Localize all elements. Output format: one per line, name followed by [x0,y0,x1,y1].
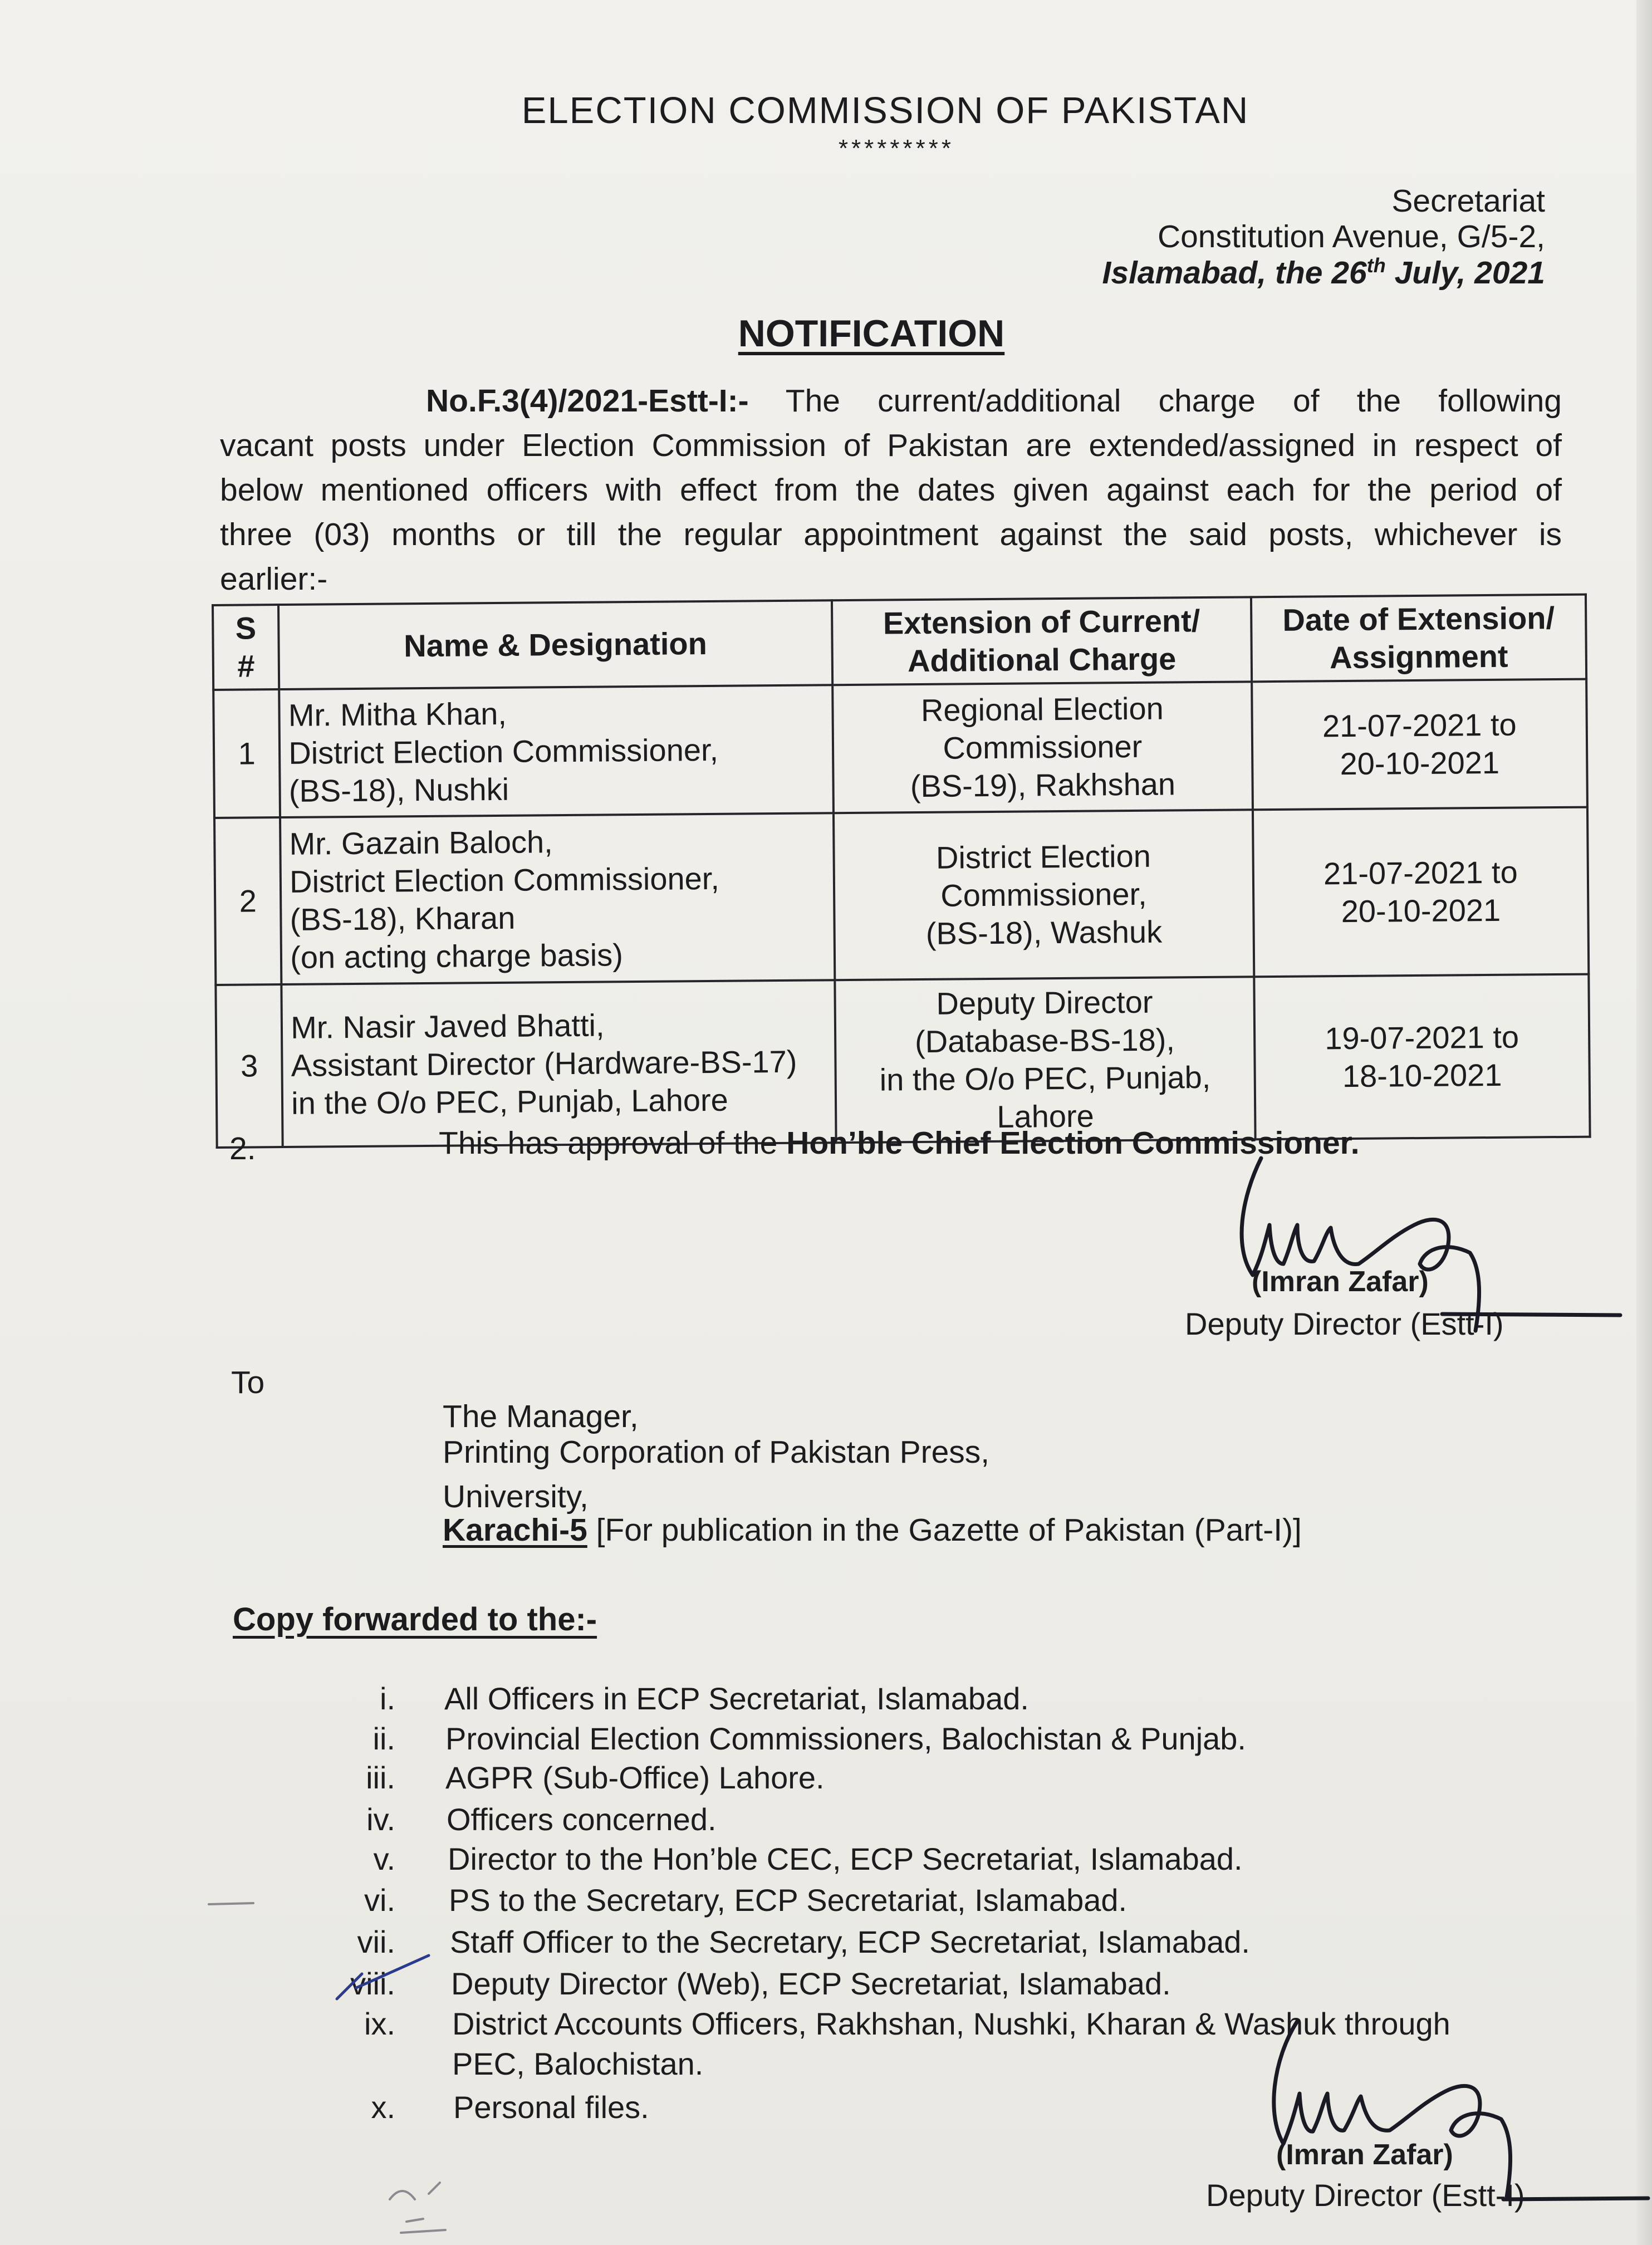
intro-line-2: vacant posts under Election Commission of Pakistan are extended/assigned in respect of [220,428,1562,463]
approval-number: 2. [229,1131,256,1166]
intro-line-5: earlier:- [220,561,328,597]
recipient-line-3: University, [443,1479,589,1514]
copy-forwarded-heading: Copy forwarded to the:- [233,1601,597,1638]
row-extension: Regional Election Commissioner (BS-19), Rakhshan [832,682,1253,813]
intro-line-3: below mentioned officers with effect from the dates given against each for the period of [220,472,1562,508]
recipient-line-4: Karachi-5 [For publication in the Gazette of Pakistan (Part-I)] [443,1512,1302,1548]
header-date: Date of Extension/ Assignment [1251,595,1586,682]
row-date: 21-07-2021 to 20-10-2021 [1252,679,1587,810]
signature-1-name: (Imran Zafar) [1252,1266,1429,1298]
organization-heading: ELECTION COMMISSION OF PAKISTAN [521,90,1249,131]
signature-2-mark [1274,2021,1511,2197]
signature-2-name: (Imran Zafar) [1276,2139,1453,2171]
row-name: Mr. Gazain Baloch, District Election Commissioner, (BS-18), Kharan (on acting charge basis) [280,813,835,984]
notification-date: Islamabad, the 26th July, 2021 [1102,254,1545,291]
row-date: 19-07-2021 to 18-10-2021 [1254,974,1590,1140]
address-line-2: Constitution Avenue, G/5-2, [1157,219,1545,254]
approval-text: This has approval of the Hon’ble Chief Election Commissioner. [439,1125,1360,1161]
tick-mark [337,1955,429,1999]
row-date: 21-07-2021 to 20-10-2021 [1253,807,1589,977]
signature-1-mark [1242,1158,1479,1331]
row-name: Mr. Nasir Javed Bhatti, Assistant Director (Hardware-BS-17) in the O/o PEC, Punjab, Lahore [282,980,836,1147]
row-extension: Deputy Director (Database-BS-18), in the O/o PEC, Punjab, Lahore [835,977,1256,1143]
signature-2-title: Deputy Director (Estt-I) [1206,2178,1525,2213]
signature-2-strike [1503,2198,1648,2199]
recipient-city: Karachi-5 [443,1512,587,1548]
intro-line-4: three (03) months or till the regular appointment against the said posts, whichever is [220,517,1562,552]
heading-stars: ********* [838,135,955,162]
faint-initials [390,2183,445,2233]
header-extension: Extension of Current/ Additional Charge [832,597,1252,685]
intro-line-1: No.F.3(4)/2021-Estt-I:- The current/additional charge of the following [426,383,1562,419]
address-line-1: Secretariat [1391,183,1545,219]
recipient-line-2: Printing Corporation of Pakistan Press, [443,1434,990,1470]
row-sn: 1 [213,689,280,818]
row-sn: 3 [215,984,283,1148]
signature-1-title: Deputy Director (Estt-I) [1185,1306,1504,1341]
signature-1-strike [1442,1314,1620,1315]
approval-authority: Hon’ble Chief Election Commissioner. [786,1125,1360,1161]
to-label: To [231,1365,265,1400]
reference-number: No.F.3(4)/2021-Estt-I:- [426,383,749,419]
recipient-line-1: The Manager, [443,1399,639,1434]
faint-dash [209,1903,253,1904]
header-name: Name & Designation [278,600,832,689]
header-sn: S # [213,605,279,690]
row-extension: District Election Commissioner, (BS-18), Washuk [834,810,1254,980]
notification-title: NOTIFICATION [738,312,1005,355]
row-sn: 2 [214,817,282,985]
row-name: Mr. Mitha Khan, District Election Commissioner, (BS-18), Nushki [279,685,833,817]
